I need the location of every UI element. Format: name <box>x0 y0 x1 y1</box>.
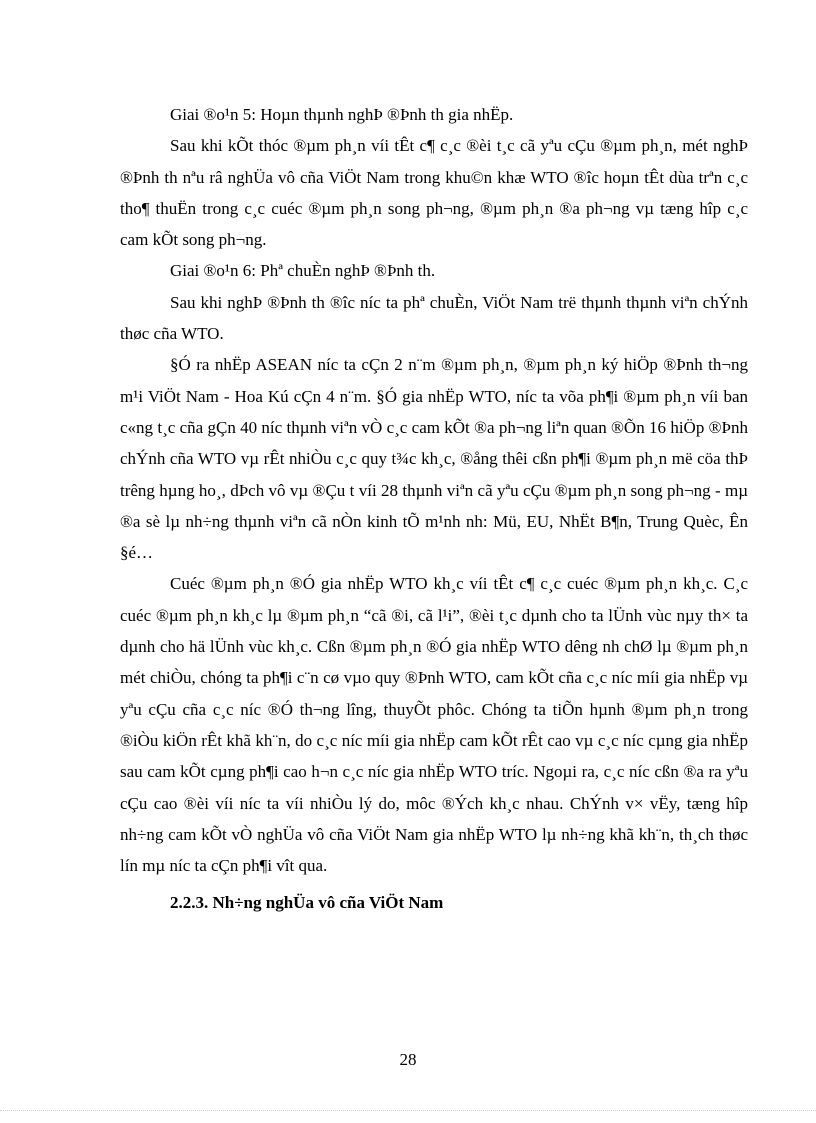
paragraph-negotiation-difficulty: Cuéc ®µm ph¸n ®Ó gia nhËp WTO kh¸c víi tÊt c¶ c¸c cuéc ®µm ph¸n kh¸c. C¸c cuéc ®µm ph¸n kh¸c lµ ®µm ph¸n “cã ®i, cã l¹i”, ®èi t¸c dµnh cho ta lÜnh vùc nµy th× ta dµnh cho hä lÜnh vùc kh¸c. Cßn ®µm ph¸n ®Ó gia nhËp WTO dêng nh chØ lµ ®µm ph¸n mét chiÒu, chóng ta ph¶i c¨n cø vµo quy ®Þnh WTO, cam kÕt cña c¸c níc míi gia nhËp vµ yªu cÇu cña c¸c níc ®Ó th¬ng lîng, thuyÕt phôc. Chóng ta tiÕn hµnh ®µm ph¸n trong ®iÒu kiÖn rÊt khã kh¨n, do c¸c níc míi gia nhËp cam kÕt rÊt cao vµ c¸c níc cµng gia nhËp sau cam kÕt cµng ph¶i cao h¬n c¸c níc gia nhËp WTO tríc. Ngoµi ra, c¸c níc cßn ®a ra yªu cÇu cao ®èi víi níc ta víi nhiÒu lý do, môc ®Ých kh¸c nhau. ChÝnh v× vËy, tæng hîp nh÷ng cam kÕt vÒ nghÜa vô cña ViÖt Nam gia nhËp WTO lµ nh÷ng khã kh¨n, th¸ch thøc lín mµ níc ta cÇn ph¶i vît qua. <box>120 574 748 876</box>
page-bottom-divider <box>0 1110 816 1111</box>
paragraph-protocol-completion: Sau khi kÕt thóc ®µm ph¸n víi tÊt c¶ c¸c ®èi t¸c cã yªu cÇu ®µm ph¸n, mét nghÞ ®Þnh th nªu râ nghÜa vô cña ViÖt Nam trong khu©n khæ WTO ®îc hoµn tÊt dùa trªn c¸c tho¶ thuËn trong c¸c cuéc ®µm ph¸n song ph¬ng, ®µm ph¸n ®a ph¬ng vµ tæng hîp c¸c cam kÕt song ph¬ng. <box>120 136 748 250</box>
section-heading: 2.2.3. Nh÷ng nghÜa vô cña ViÖt Nam <box>170 893 444 913</box>
stage-6-heading: Giai ®o¹n 6: Phª chuÈn nghÞ ®Þnh th. <box>170 261 436 281</box>
page-number: 28 <box>399 1050 417 1069</box>
paragraph-negotiation-duration: §Ó ra nhËp ASEAN níc ta cÇn 2 n¨m ®µm ph¸n, ®µm ph¸n ký hiÖp ®Þnh th¬ng m¹i ViÖt Nam - Hoa Kú cÇn 4 n¨m. §Ó gia nhËp WTO, níc ta võa ph¶i ®µm ph¸n víi ban c«ng t¸c cña gÇn 40 níc thµnh viªn vÒ c¸c cam kÕt ®a ph¬ng liªn quan ®Õn 16 hiÖp ®Þnh chÝnh cña WTO vµ rÊt nhiÒu c¸c quy t¾c kh¸c, ®ång thêi cßn ph¶i ®µm ph¸n më cöa thÞ trêng hµng ho¸, dÞch vô vµ ®Çu t víi 28 thµnh viªn cã yªu cÇu ®µm ph¸n song ph¬ng - mµ ®a sè lµ nh÷ng thµnh viªn cã nÒn kinh tÕ m¹nh nh: Mü, EU, NhËt B¶n, Trung Quèc, Ên §é… <box>120 355 748 563</box>
document-body <box>120 99 748 919</box>
paragraph-ratification: Sau khi nghÞ ®Þnh th ®îc níc ta phª chuÈn, ViÖt Nam trë thµnh thµnh viªn chÝnh thøc cña WTO. <box>120 292 748 344</box>
stage-5-heading: Giai ®o¹n 5: Hoµn thµnh nghÞ ®Þnh th gia nhËp. <box>170 105 514 124</box>
